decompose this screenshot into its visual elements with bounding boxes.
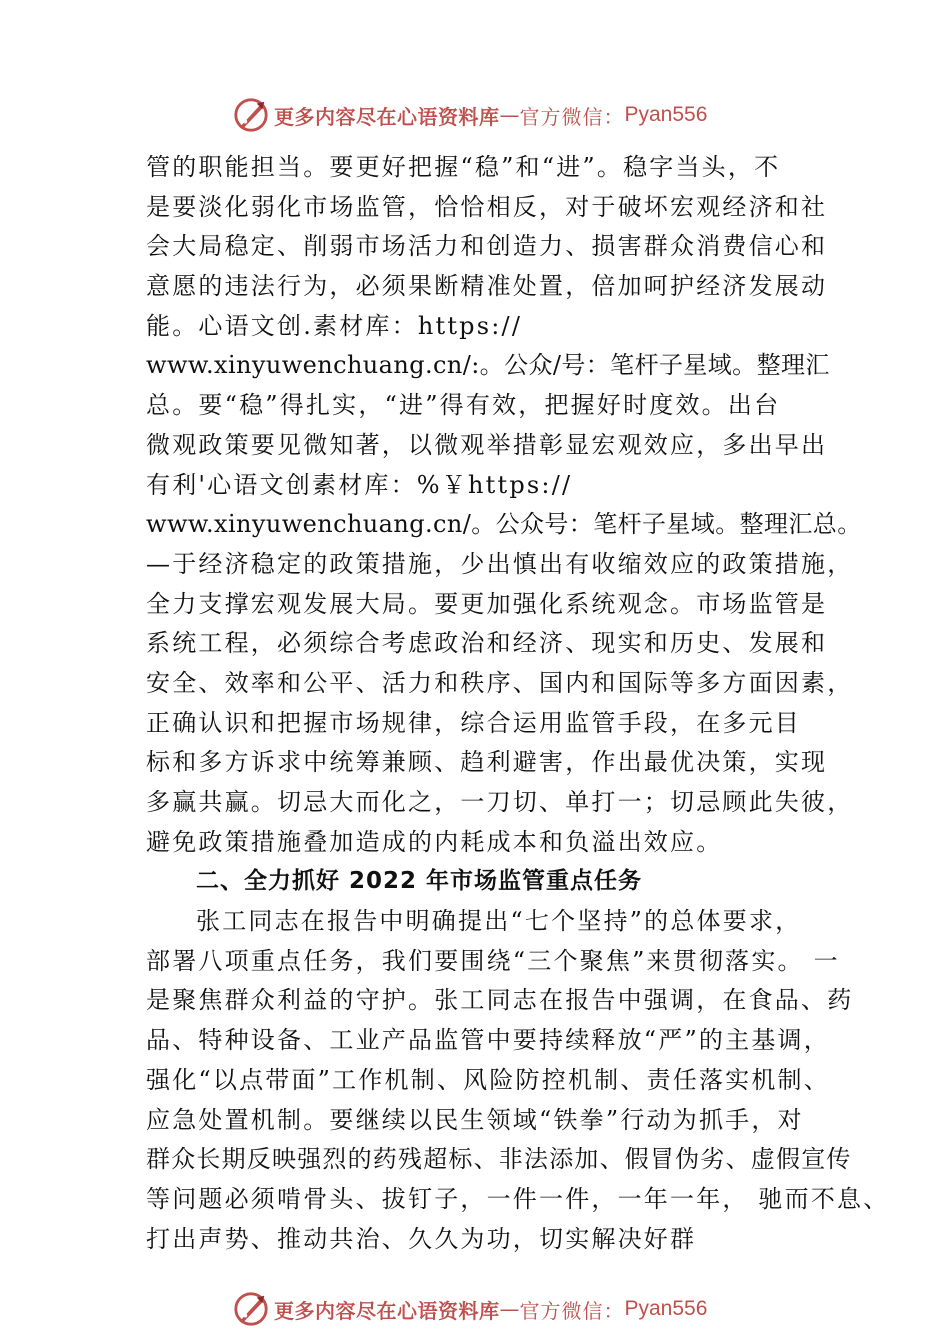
body-line: 群众长期反映强烈的药残超标、非法添加、假冒伪劣、虚假宣传 <box>146 1145 852 1174</box>
body-line: 系统工程，必须综合考虑政治和经济、现实和历史、发展和 <box>146 629 828 658</box>
header-banner <box>232 95 707 135</box>
body-line: 是要淡化弱化市场监管，恰恰相反，对于破坏宏观经济和社 <box>146 192 828 221</box>
body-line: 正确认识和把握市场规律，综合运用监管手段，在多元目 <box>146 708 801 737</box>
wechat-id: Pyan556 <box>624 103 708 126</box>
body-line: www.xinyuwenchuang.cn/。公众号：笔杆子星域。整理汇总。 <box>146 510 862 539</box>
body-line: 微观政策要见微知著，以微观举措彰显宏观效应，多出早出 <box>146 430 828 459</box>
banner-text: 更多内容尽在心语资料库 <box>274 104 500 129</box>
body-line: 安全、效率和公平、活力和秩序、国内和国际等多方面因素， <box>146 668 854 697</box>
body-line: 打出声势、推动共治、久久为功，切实解决好群 <box>146 1224 697 1253</box>
body-line: 张工同志在报告中明确提出“七个坚持”的总体要求， <box>196 907 802 936</box>
body-line: www.xinyuwenchuang.cn/:。公众/号：笔杆子星域。整理汇 <box>146 351 830 380</box>
body-line: —于经济稳定的政策措施，少出慎出有收缩效应的政策措施， <box>146 549 854 578</box>
body-line: 避免政策措施叠加造成的内耗成本和负溢出效应。 <box>146 827 723 856</box>
wechat-id: Pyan556 <box>624 1297 708 1320</box>
body-line: 能。心语文创.素材库：https:// <box>146 311 523 340</box>
pen-nib-logo-icon <box>232 1290 270 1328</box>
body-line: 是聚焦群众利益的守护。张工同志在报告中强调，在食品、药 <box>146 986 854 1015</box>
section-heading: 二、全力抓好 2022 年市场监管重点任务 <box>196 868 643 895</box>
body-line: 标和多方诉求中统筹兼顾、趋利避害，作出最优决策，实现 <box>146 748 828 777</box>
pen-nib-logo-icon <box>232 96 270 134</box>
body-line: 会大局稳定、削弱市场活力和创造力、损害群众消费信心和 <box>146 232 828 261</box>
body-line: 总。要“稳”得扎实，“进”得有效，把握好时度效。出台 <box>146 391 781 420</box>
body-line: 部署八项重点任务，我们要围绕“三个聚焦”来贯彻落实。 一 <box>146 946 840 975</box>
body-line: 品、特种设备、工业产品监管中要持续释放“严”的主基调， <box>146 1026 830 1055</box>
banner-separator: — <box>499 1297 520 1321</box>
banner-separator: — <box>499 103 520 127</box>
body-line: 有利'心语文创素材库：%￥https:// <box>146 470 573 499</box>
document-body <box>146 148 890 1259</box>
banner-text: 更多内容尽在心语资料库 <box>274 1298 500 1323</box>
body-line: 意愿的违法行为，必须果断精准处置，倍加呵护经济发展动 <box>146 272 828 301</box>
body-line: 全力支撑宏观发展大局。要更加强化系统观念。市场监管是 <box>146 589 828 618</box>
wechat-label: 官方微信： <box>519 104 625 129</box>
body-line: 管的职能担当。要更好把握“稳”和“进”。稳字当头，不 <box>146 153 781 181</box>
footer-banner <box>232 1289 707 1329</box>
body-line: 等问题必须啃骨头、拔钉子，一件一件，一年一年， 驰而不息、 <box>146 1184 890 1213</box>
body-line: 多赢共赢。切忌大而化之，一刀切、单打一；切忌顾此失彼， <box>146 788 854 816</box>
body-line: 应急处置机制。要继续以民生领域“铁拳”行动为抓手，对 <box>146 1105 804 1134</box>
wechat-label: 官方微信： <box>519 1298 625 1323</box>
body-line: 强化“以点带面”工作机制、风险防控机制、责任落实机制、 <box>146 1065 830 1094</box>
